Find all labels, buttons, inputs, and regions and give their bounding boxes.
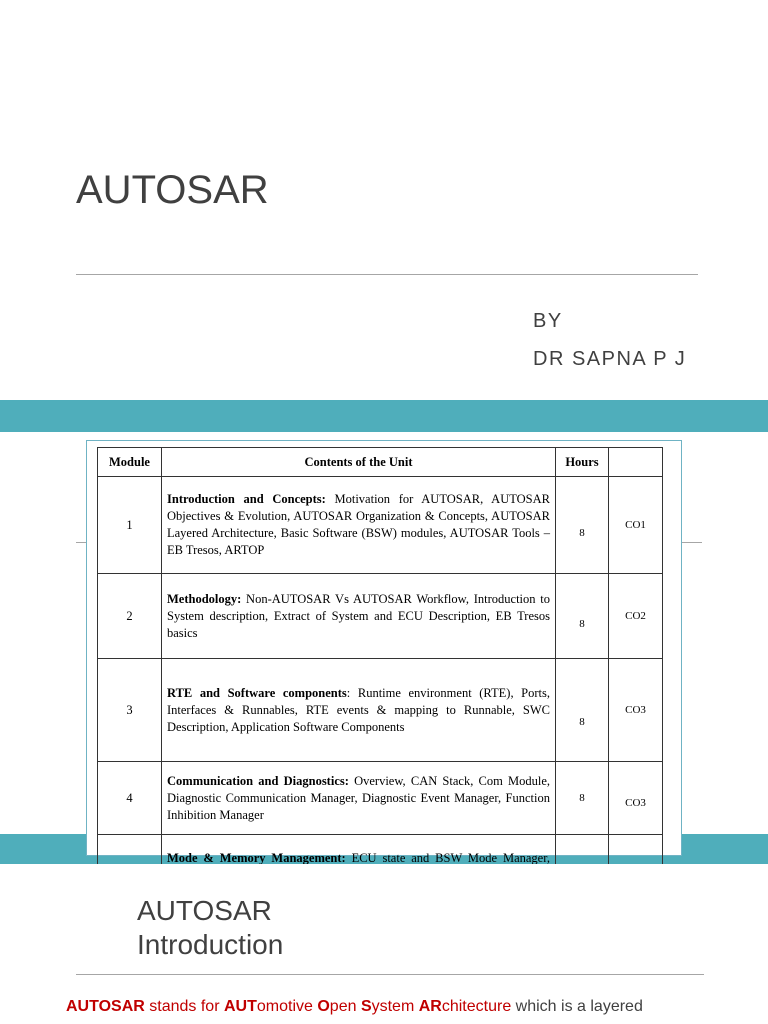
by-label: BY: [533, 310, 563, 332]
unit-hours: 8: [556, 762, 609, 835]
course-outcome: CO2: [609, 574, 663, 659]
author-name: DR SAPNA P J: [533, 348, 687, 370]
syllabus-table-frame: [86, 440, 682, 865]
intro-title: [137, 894, 283, 962]
text-fragment: chitecture: [441, 998, 512, 1015]
unit-hours: 8: [556, 659, 609, 762]
unit-heading: Communication and Diagnostics:: [167, 773, 349, 788]
unit-contents: [162, 477, 556, 574]
unit-heading: Introduction and Concepts:: [167, 492, 326, 506]
syllabus-table: [97, 447, 663, 916]
unit-heading: Methodology:: [167, 591, 242, 606]
header-contents: Contents of the Unit: [162, 448, 556, 477]
unit-body: ECU state and BSW Mode Manager,: [351, 850, 550, 865]
module-number: 2: [98, 574, 162, 659]
table-row: [98, 477, 663, 574]
text-fragment: which is a layered: [511, 998, 643, 1015]
slide-rule-right: [682, 542, 702, 543]
unit-contents: [162, 659, 556, 762]
unit-body: : Runtime environment (RTE), Ports, Interfaces & Runnables, RTE events & mapping to Runnable, SWC Description, Application Software Components: [167, 685, 551, 734]
intro-paragraph: [66, 998, 643, 1016]
module-number: 1: [98, 477, 162, 574]
intro-title-line1: AUTOSAR: [137, 895, 272, 926]
header-co: [609, 448, 663, 477]
header-module: Module: [98, 448, 162, 477]
unit-body: Non-AUTOSAR Vs AUTOSAR Workflow, Introduction to System description, Extract of System and ECU Description, EB Tresos basics: [167, 591, 550, 640]
course-outcome: CO3: [609, 762, 663, 835]
unit-body: Overview, CAN Stack, Com Module, Diagnostic Communication Manager, Diagnostic Event Manager, Function Inhibition Manager: [167, 773, 550, 822]
course-outcome: CO3: [609, 659, 663, 762]
text-fragment: ystem: [371, 998, 419, 1015]
acronym-letters: AR: [418, 998, 442, 1015]
text-fragment: pen: [329, 998, 361, 1015]
title-divider: [76, 274, 698, 275]
module-number: 3: [98, 659, 162, 762]
unit-contents: [162, 762, 556, 835]
unit-heading: Mode & Memory Management:: [167, 850, 346, 865]
acronym-word: AUTOSAR: [66, 998, 145, 1015]
acronym-letters: AUT: [223, 998, 257, 1015]
unit-contents: [162, 574, 556, 659]
acronym-letters: S: [360, 998, 372, 1015]
text-fragment: omotive: [256, 998, 318, 1015]
table-row: [98, 659, 663, 762]
table-row: [98, 762, 663, 835]
intro-title-line2: Introduction: [137, 929, 284, 960]
intro-divider: [76, 974, 704, 975]
course-outcome: CO1: [609, 477, 663, 574]
page-title: AUTOSAR: [76, 168, 269, 212]
module-number: 4: [98, 762, 162, 835]
unit-hours: 8: [556, 477, 609, 574]
unit-hours: 8: [556, 574, 609, 659]
title-slide: [0, 0, 768, 400]
unit-heading: RTE and Software components: [167, 685, 347, 700]
table-row: [98, 574, 663, 659]
unit-body: Motivation for AUTOSAR, AUTOSAR Objectives & Evolution, AUTOSAR Organization & Concepts, AUTOSAR Layered Architecture, Basic Software (BSW) modules, AUTOSAR Tools – EB Tresos, ARTOP: [167, 492, 550, 557]
acronym-letters: O: [317, 998, 330, 1015]
header-hours: Hours: [556, 448, 609, 477]
text-fragment: stands for: [144, 998, 224, 1015]
slide-divider-band: [0, 400, 768, 432]
table-header-row: [98, 448, 663, 477]
